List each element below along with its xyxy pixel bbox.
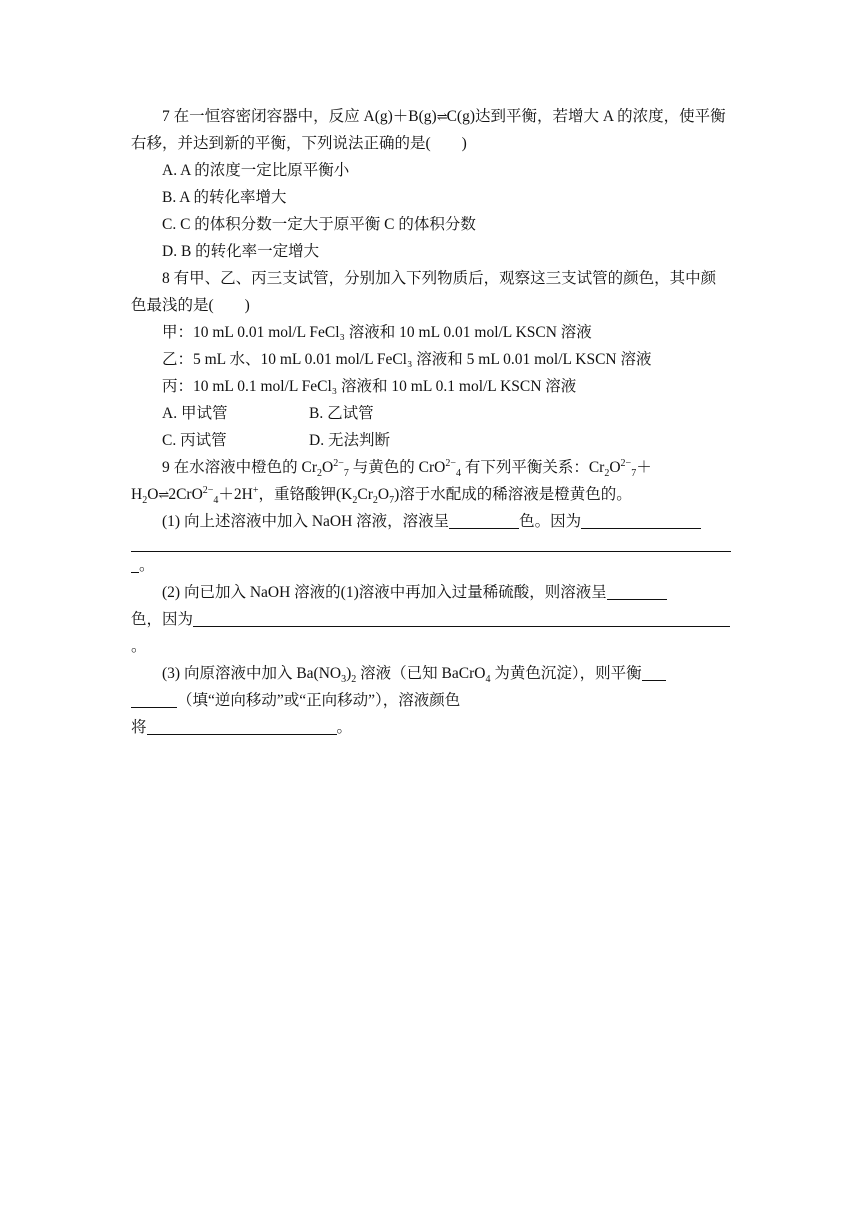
q7-option-a: A. A 的浓度一定比原平衡小 [162,162,350,179]
q7-option-c: C. C 的体积分数一定大于原平衡 C 的体积分数 [162,216,476,233]
q7-option-d: D. B 的转化率一定增大 [162,243,320,260]
question-sheet [131,103,731,741]
q9-sub2-line2: 色，因为。 [131,606,731,660]
answer-blank-color-3[interactable] [147,717,337,735]
equilibrium-arrow-icon: ⇌ [158,487,169,502]
q8-options-row-2 [131,427,731,454]
q9-stem: 9 在水溶液中橙色的 $Cr_2O^{2-}_7$ 与黄色的 CrO$^{2-}_4$ 有下列平衡关系：$Cr_2O^{2-}_7+H_2O\rightleftharpoons 2CrO^{2-}_4+2H^+$，重铬酸钾$(K_2Cr_2O_7)$溶于水配成的稀溶液是橙黄色的。 [131,457,652,507]
q8-option-d: D. 无法判断 [309,432,390,449]
q9-sub1-end: 。 [131,552,731,579]
q8-tube-jia: 甲：10 mL 0.01 mol/L FeCl₃ 溶液和 10 mL 0.01 mol/L KSCN 溶液 [162,324,592,341]
answer-blank-reason-1[interactable] [581,511,701,529]
q9-sub2: (2) 向已加入 NaOH 溶液的(1)溶液中再加入过量稀硫酸，则溶液呈 [131,579,731,606]
q9-sub3-line3: 将 。 [131,719,353,736]
q9-sub3-line2: （填“逆向移动”或“正向移动”），溶液颜色 [131,687,731,714]
q8-option-a: A. 甲试管 [162,405,228,422]
q8-tube-bing: 丙：10 mL 0.1 mol/L FeCl₃ 溶液和 10 mL 0.1 mol/L KSCN 溶液 [162,378,577,395]
answer-blank-color-1[interactable] [449,511,519,529]
q9-sub3: (3) 向原溶液中加入 $Ba(NO_3)_2$ 溶液（已知 BaCrO$_4$ 为黄色沉淀），则平衡 [131,660,731,687]
q8-option-b: B. 乙试管 [309,405,374,422]
q7-option-b: B. A 的转化率增大 [162,189,287,206]
answer-blank-reason-2[interactable] [193,609,730,627]
q9-sub1: (1) 向上述溶液中加入 NaOH 溶液，溶液呈 色。因为 [131,508,731,535]
q8-option-c: C. 丙试管 [162,432,227,449]
answer-blank-shift-b[interactable] [131,690,177,708]
equilibrium-arrow-icon: ⇌ [436,109,447,124]
q7-stem: 7 在一恒容密闭容器中，反应 A(g)＋B(g)⇌C(g)达到平衡，若增大 A 的浓度，使平衡右移，并达到新的平衡，下列说法正确的是( ) [131,108,726,152]
answer-blank-color-2[interactable] [607,582,667,600]
q8-options-row-1 [131,400,731,427]
answer-blank-shift-a[interactable] [642,663,666,681]
q8-stem: 8 有甲、乙、丙三支试管，分别加入下列物质后，观察这三支试管的颜色，其中颜色最浅的是( ) [131,270,717,314]
q8-tube-yi: 乙：5 mL 水、10 mL 0.01 mol/L FeCl₃ 溶液和 5 mL 0.01 mol/L KSCN 溶液 [162,351,652,368]
